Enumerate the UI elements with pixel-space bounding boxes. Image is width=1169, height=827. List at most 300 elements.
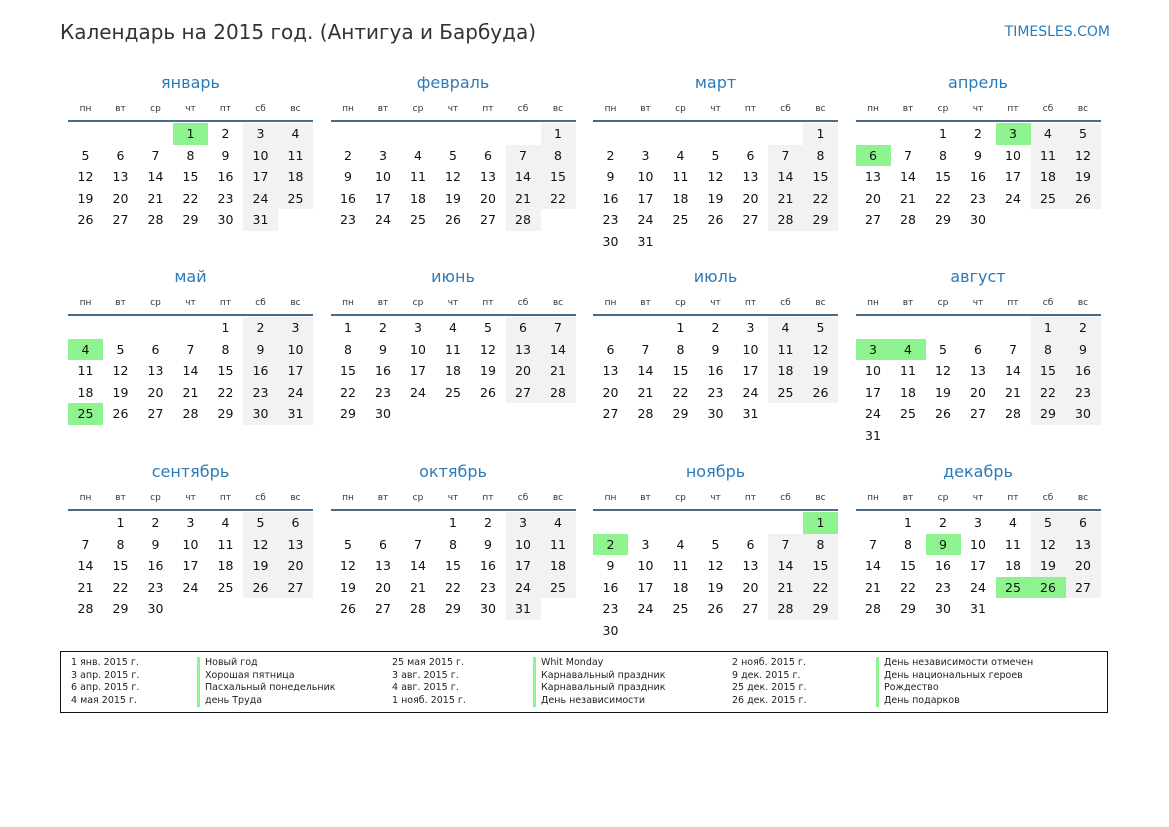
day-cell: 28 xyxy=(637,406,654,421)
day-cell: 11 xyxy=(541,534,576,556)
empty-cell xyxy=(506,123,541,145)
day-cell: 6 xyxy=(278,512,313,534)
day-cell: 22 xyxy=(1031,382,1066,404)
month-1 xyxy=(68,72,313,231)
month-6 xyxy=(331,266,576,425)
empty-cell xyxy=(996,209,1031,231)
day-cell: 26 xyxy=(935,406,951,421)
month-9 xyxy=(68,461,313,620)
day-cell: 4 xyxy=(414,147,422,163)
weekday-label: пт xyxy=(1007,298,1019,308)
empty-cell xyxy=(208,598,243,620)
day-cell: 28 xyxy=(768,598,803,620)
day-cell: 27 xyxy=(480,212,496,227)
month-3 xyxy=(593,72,838,252)
empty-cell xyxy=(891,425,926,447)
day-cell: 13 xyxy=(742,169,759,184)
day-cell: 17 xyxy=(375,190,391,206)
empty-cell xyxy=(366,123,401,145)
weekday-label: сб xyxy=(780,298,791,308)
day-grid xyxy=(68,512,313,620)
day-cell: 1 xyxy=(803,123,838,145)
day-grid xyxy=(593,317,838,425)
empty-cell xyxy=(698,123,733,145)
empty-cell xyxy=(436,403,471,425)
day-cell: 7 xyxy=(81,536,90,552)
day-cell: 9 xyxy=(711,341,720,357)
day-cell: 10 xyxy=(182,536,199,552)
day-cell: 3 xyxy=(243,123,278,145)
empty-cell xyxy=(856,512,891,534)
weekday-label: пт xyxy=(744,298,757,308)
weekday-label: вт xyxy=(115,104,126,114)
day-cell: 16 xyxy=(970,169,986,184)
day-cell: 29 xyxy=(182,212,199,227)
day-cell: 4 xyxy=(541,512,576,534)
month-4 xyxy=(856,72,1101,231)
weekday-label: сб xyxy=(1042,298,1054,308)
empty-cell xyxy=(103,123,138,145)
day-cell: 27 xyxy=(112,212,129,227)
day-cell: 8 xyxy=(186,147,195,163)
day-cell: 6 xyxy=(506,317,541,339)
day-cell: 5 xyxy=(449,147,457,163)
day-cell: 1 xyxy=(1031,317,1066,339)
weekday-label: вс xyxy=(290,104,301,114)
empty-cell xyxy=(628,512,663,534)
weekday-label: пн xyxy=(867,104,879,114)
legend-holiday-name: Карнавальный праздник xyxy=(533,682,665,695)
empty-cell xyxy=(628,123,663,145)
day-cell: 8 xyxy=(803,145,838,167)
weekday-label: чт xyxy=(185,298,196,308)
day-cell: 19 xyxy=(935,384,951,400)
day-cell: 12 xyxy=(480,341,496,357)
day-cell: 8 xyxy=(221,341,230,357)
day-cell: 20 xyxy=(480,190,496,206)
day-cell: 14 xyxy=(506,166,541,188)
holiday-legend xyxy=(60,651,1108,713)
day-cell: 9 xyxy=(379,341,387,357)
day-cell: 24 xyxy=(506,577,541,599)
day-cell: 21 xyxy=(768,188,803,210)
day-cell: 16 xyxy=(602,579,619,595)
day-cell: 22 xyxy=(803,577,838,599)
weekday-label: чт xyxy=(185,493,196,503)
weekday-label: сб xyxy=(780,104,791,114)
day-cell: 14 xyxy=(768,555,803,577)
day-cell: 22 xyxy=(445,579,461,595)
day-cell: 21 xyxy=(768,577,803,599)
day-cell: 15 xyxy=(340,363,356,378)
day-cell: 6 xyxy=(746,147,755,163)
empty-cell xyxy=(506,403,541,425)
empty-cell xyxy=(331,123,366,145)
weekday-label: чт xyxy=(710,104,721,114)
weekday-label: чт xyxy=(972,298,984,308)
empty-cell xyxy=(926,317,961,339)
day-cell: 30 xyxy=(970,212,986,227)
day-cell: 16 xyxy=(243,360,278,382)
day-cell: 12 xyxy=(77,169,94,184)
day-cell: 10 xyxy=(243,145,278,167)
day-cell: 25 xyxy=(900,406,916,421)
day-cell: 26 xyxy=(77,212,94,227)
empty-cell xyxy=(401,123,436,145)
weekday-label: вт xyxy=(377,493,389,503)
day-cell: 19 xyxy=(445,190,461,206)
day-cell: 9 xyxy=(243,339,278,361)
empty-cell xyxy=(803,620,838,642)
day-cell: 8 xyxy=(939,147,947,163)
month-name: июль xyxy=(693,267,738,286)
weekday-label: чт xyxy=(710,493,721,503)
weekday-label: пн xyxy=(604,104,617,114)
day-cell: 27 xyxy=(742,601,759,616)
month-name: январь xyxy=(161,73,220,92)
empty-cell xyxy=(856,317,891,339)
day-cell: 7 xyxy=(414,536,422,552)
legend-holiday-name: Рождество xyxy=(876,682,1033,695)
day-cell: 4 xyxy=(1031,123,1066,145)
weekday-label: сб xyxy=(517,493,529,503)
day-cell: 11 xyxy=(1031,145,1066,167)
day-cell: 15 xyxy=(803,555,838,577)
day-grid xyxy=(856,123,1101,231)
weekday-label: пн xyxy=(867,298,879,308)
day-cell: 17 xyxy=(742,363,759,378)
weekday-label: пн xyxy=(604,298,617,308)
day-cell: 26 xyxy=(480,384,496,400)
legend-names xyxy=(533,657,665,707)
empty-cell xyxy=(1066,598,1101,620)
day-cell: 5 xyxy=(1031,512,1066,534)
day-cell: 2 xyxy=(243,317,278,339)
legend-holiday-name: день Труда xyxy=(197,695,336,708)
day-cell: 31 xyxy=(506,598,541,620)
day-cell: 19 xyxy=(707,579,724,595)
day-cell: 20 xyxy=(742,579,759,595)
day-cell: 23 xyxy=(1066,382,1101,404)
empty-cell xyxy=(1066,209,1101,231)
day-cell: 28 xyxy=(182,406,199,421)
day-cell: 3 xyxy=(379,147,387,163)
day-cell: 12 xyxy=(707,169,724,184)
empty-cell xyxy=(471,403,506,425)
day-cell: 26 xyxy=(340,601,356,616)
day-cell: 3 xyxy=(746,320,755,335)
day-cell: 4 xyxy=(278,123,313,145)
weekday-label: сб xyxy=(255,493,266,503)
day-cell: 14 xyxy=(77,558,94,573)
day-cell: 24 xyxy=(970,579,986,595)
empty-cell xyxy=(856,123,891,145)
day-cell: 4 xyxy=(676,147,685,163)
day-cell: 10 xyxy=(1005,147,1021,163)
weekday-label: пт xyxy=(219,298,232,308)
day-cell: 3 xyxy=(506,512,541,534)
day-cell: 5 xyxy=(116,341,125,357)
empty-cell xyxy=(698,620,733,642)
day-cell: 5 xyxy=(1066,123,1101,145)
day-grid xyxy=(68,317,313,425)
day-cell: 28 xyxy=(410,601,426,616)
day-cell: 18 xyxy=(1005,558,1021,573)
empty-cell xyxy=(593,512,628,534)
day-cell: 1 xyxy=(676,320,685,335)
day-grid xyxy=(331,123,576,231)
day-cell: 7 xyxy=(151,147,160,163)
day-cell: 21 xyxy=(865,579,881,595)
day-cell: 18 xyxy=(672,190,689,206)
day-cell: 20 xyxy=(375,579,391,595)
day-cell: 24 xyxy=(278,382,313,404)
day-cell: 15 xyxy=(217,363,234,378)
empty-cell xyxy=(891,317,926,339)
weekday-header xyxy=(68,98,313,122)
day-cell: 24 xyxy=(410,384,426,400)
empty-cell xyxy=(278,598,313,620)
day-cell: 14 xyxy=(147,169,164,184)
day-grid xyxy=(856,512,1101,620)
day-cell: 14 xyxy=(182,363,199,378)
day-cell: 7 xyxy=(641,341,650,357)
day-cell: 7 xyxy=(904,147,912,163)
weekday-label: пн xyxy=(604,493,617,503)
empty-cell xyxy=(401,403,436,425)
day-cell: 18 xyxy=(217,558,234,573)
day-cell: 17 xyxy=(865,384,881,400)
day-cell: 13 xyxy=(375,558,391,573)
legend-holiday-name: Пасхальный понедельник xyxy=(197,682,336,695)
weekday-label: чт xyxy=(447,104,459,114)
day-cell: 1 xyxy=(541,123,576,145)
day-cell: 4 xyxy=(68,339,103,361)
day-cell: 2 xyxy=(344,147,352,163)
month-name: сентябрь xyxy=(151,462,230,481)
day-cell: 31 xyxy=(637,233,654,249)
weekday-label: вс xyxy=(552,298,564,308)
day-cell: 28 xyxy=(147,212,164,227)
day-cell: 11 xyxy=(445,341,461,357)
day-cell: 3 xyxy=(186,515,195,530)
day-cell: 4 xyxy=(221,515,230,530)
empty-cell xyxy=(173,598,208,620)
day-cell: 5 xyxy=(939,341,947,357)
day-cell: 28 xyxy=(865,601,881,616)
day-cell: 25 xyxy=(410,212,426,227)
legend-date: 26 дек. 2015 г. xyxy=(732,694,807,706)
day-cell: 17 xyxy=(637,579,654,595)
day-cell: 19 xyxy=(77,190,94,206)
day-cell: 31 xyxy=(970,601,986,616)
month-name: февраль xyxy=(416,73,490,92)
empty-cell xyxy=(768,512,803,534)
weekday-label: вс xyxy=(815,493,826,503)
day-cell: 25 xyxy=(996,577,1031,599)
day-cell: 28 xyxy=(768,209,803,231)
day-cell: 10 xyxy=(410,341,426,357)
day-cell: 13 xyxy=(865,169,881,184)
empty-cell xyxy=(996,598,1031,620)
weekday-header xyxy=(856,98,1101,122)
day-cell: 10 xyxy=(506,534,541,556)
day-cell: 6 xyxy=(606,341,615,357)
day-cell: 10 xyxy=(278,339,313,361)
day-cell: 21 xyxy=(541,360,576,382)
day-cell: 22 xyxy=(541,188,576,210)
day-cell: 23 xyxy=(970,190,986,206)
weekday-label: вс xyxy=(1077,493,1089,503)
day-cell: 29 xyxy=(217,406,234,421)
day-cell: 11 xyxy=(410,169,426,184)
month-12 xyxy=(856,461,1101,620)
day-cell: 7 xyxy=(869,536,877,552)
day-cell: 7 xyxy=(541,317,576,339)
day-cell: 9 xyxy=(926,534,961,556)
day-cell: 15 xyxy=(541,166,576,188)
month-name: март xyxy=(694,73,737,92)
day-cell: 23 xyxy=(217,190,234,206)
day-cell: 17 xyxy=(182,558,199,573)
day-cell: 27 xyxy=(375,601,391,616)
day-cell: 23 xyxy=(243,382,278,404)
day-cell: 13 xyxy=(112,169,129,184)
day-cell: 26 xyxy=(707,601,724,616)
day-cell: 22 xyxy=(900,579,916,595)
day-cell: 5 xyxy=(484,320,492,335)
day-cell: 20 xyxy=(742,190,759,206)
empty-cell xyxy=(593,123,628,145)
day-cell: 24 xyxy=(182,579,199,595)
day-cell: 29 xyxy=(1031,403,1066,425)
day-cell: 21 xyxy=(506,188,541,210)
empty-cell xyxy=(1031,209,1066,231)
empty-cell xyxy=(173,317,208,339)
day-cell: 8 xyxy=(116,536,125,552)
day-cell: 1 xyxy=(449,515,457,530)
day-cell: 17 xyxy=(1005,169,1021,184)
legend-date: 3 апр. 2015 г. xyxy=(71,669,140,681)
day-cell: 11 xyxy=(77,363,94,378)
day-cell: 12 xyxy=(935,363,951,378)
legend-holiday-name: День независимости отмечен xyxy=(876,657,1033,670)
empty-cell xyxy=(541,598,576,620)
day-cell: 21 xyxy=(1005,384,1021,400)
legend-holiday-name: День национальных героев xyxy=(876,670,1033,683)
day-cell: 4 xyxy=(449,320,457,335)
weekday-header xyxy=(593,487,838,511)
day-cell: 13 xyxy=(278,534,313,556)
day-cell: 3 xyxy=(996,123,1031,145)
weekday-label: вт xyxy=(902,104,914,114)
day-cell: 1 xyxy=(344,320,352,335)
empty-cell xyxy=(628,317,663,339)
weekday-header xyxy=(331,98,576,122)
day-cell: 7 xyxy=(1009,341,1017,357)
day-cell: 2 xyxy=(711,320,720,335)
day-cell: 5 xyxy=(711,536,720,552)
day-cell: 5 xyxy=(711,147,720,163)
weekday-label: чт xyxy=(447,298,459,308)
day-cell: 6 xyxy=(116,147,125,163)
legend-date: 1 нояб. 2015 г. xyxy=(392,694,466,706)
brand-link[interactable]: TIMESLES.COM xyxy=(1004,24,1110,40)
day-cell: 18 xyxy=(445,363,461,378)
day-cell: 6 xyxy=(1066,512,1101,534)
empty-cell xyxy=(628,620,663,642)
day-cell: 27 xyxy=(602,406,619,421)
day-cell: 8 xyxy=(904,536,912,552)
day-cell: 17 xyxy=(278,360,313,382)
month-name: апрель xyxy=(948,73,1008,92)
empty-cell xyxy=(733,512,768,534)
weekday-label: вт xyxy=(640,298,651,308)
day-cell: 18 xyxy=(1031,166,1066,188)
day-cell: 20 xyxy=(112,190,129,206)
day-cell: 27 xyxy=(865,212,881,227)
day-cell: 20 xyxy=(602,384,619,400)
day-cell: 30 xyxy=(217,212,234,227)
weekday-label: ср xyxy=(675,493,686,503)
weekday-header xyxy=(856,487,1101,511)
day-cell: 8 xyxy=(803,534,838,556)
day-cell: 15 xyxy=(445,558,461,573)
day-cell: 25 xyxy=(68,403,103,425)
empty-cell xyxy=(961,317,996,339)
weekday-label: ср xyxy=(412,104,424,114)
day-cell: 20 xyxy=(506,360,541,382)
day-cell: 10 xyxy=(970,536,986,552)
legend-date: 6 апр. 2015 г. xyxy=(71,682,140,694)
weekday-label: пн xyxy=(79,493,92,503)
day-cell: 3 xyxy=(278,317,313,339)
day-cell: 11 xyxy=(217,536,234,552)
day-cell: 19 xyxy=(803,360,838,382)
day-cell: 23 xyxy=(707,384,724,400)
weekday-header xyxy=(68,292,313,316)
day-cell: 9 xyxy=(221,147,230,163)
day-cell: 28 xyxy=(77,601,94,616)
empty-cell xyxy=(68,123,103,145)
weekday-label: вс xyxy=(1077,298,1089,308)
day-cell: 11 xyxy=(768,339,803,361)
day-cell: 15 xyxy=(672,363,689,378)
day-cell: 24 xyxy=(637,601,654,616)
day-cell: 2 xyxy=(593,534,628,556)
day-cell: 5 xyxy=(81,147,90,163)
empty-cell xyxy=(331,512,366,534)
weekday-label: вс xyxy=(815,298,826,308)
weekday-label: вт xyxy=(640,104,651,114)
month-name: октябрь xyxy=(419,462,487,481)
day-cell: 25 xyxy=(768,382,803,404)
empty-cell xyxy=(663,512,698,534)
day-cell: 2 xyxy=(939,515,947,530)
day-cell: 9 xyxy=(974,147,982,163)
day-cell: 31 xyxy=(742,406,759,421)
day-cell: 7 xyxy=(768,145,803,167)
day-cell: 1 xyxy=(173,123,208,145)
day-cell: 26 xyxy=(243,577,278,599)
day-cell: 23 xyxy=(935,579,951,595)
day-grid xyxy=(593,512,838,641)
day-cell: 16 xyxy=(480,558,496,573)
day-cell: 9 xyxy=(151,536,160,552)
day-cell: 22 xyxy=(935,190,951,206)
weekday-label: пн xyxy=(342,298,354,308)
weekday-label: ср xyxy=(937,298,949,308)
